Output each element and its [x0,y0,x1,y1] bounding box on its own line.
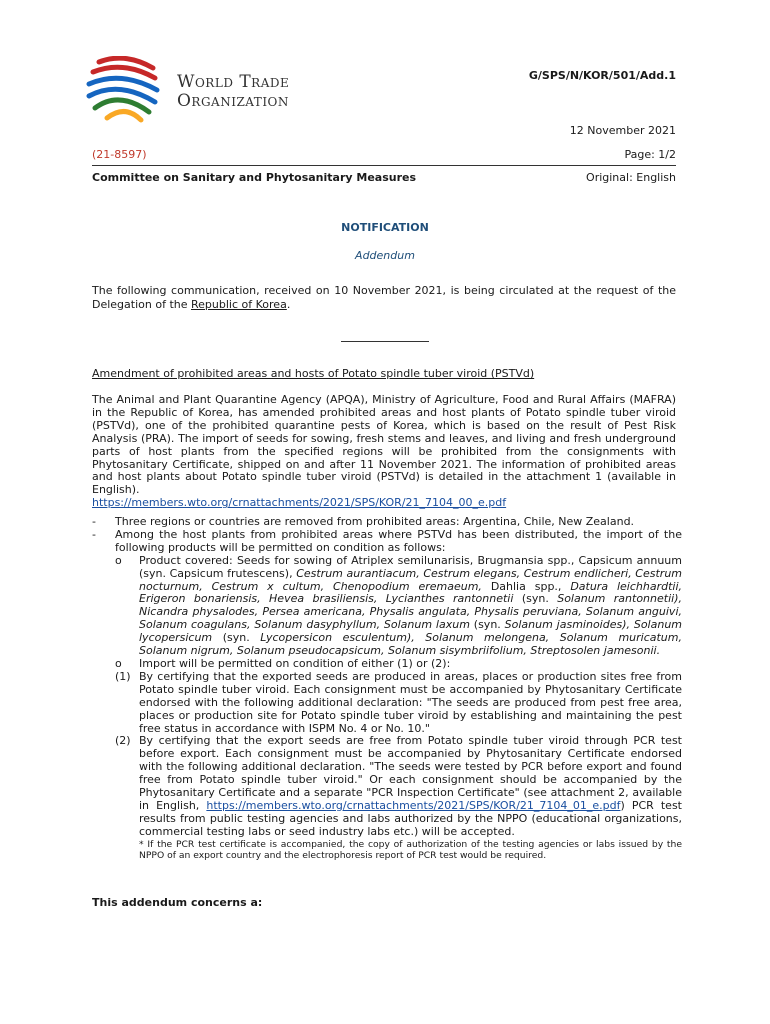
committee-name: Committee on Sanitary and Phytosanitary Measures [92,171,417,184]
list-item [92,555,682,658]
footnote: * If the PCR test certificate is accompanied, the copy of authorization of the testing agencies or labs issued by the NPPO of an export country and the electrophoresis report of PCR test would be required. [139,838,682,862]
body-text: The Animal and Plant Quarantine Agency (APQA), Ministry of Agriculture, Food and Rural Affairs (MAFRA) in the Republic of Korea, has amended prohibited areas and host plants of Potato spindle tuber viroid (PSTVd), one of the prohibited quarantine pests of Korea, which is based on the result of Pest Risk Analysis (PRA). The import of seeds for sowing, fresh stems and leaves, and living and fresh underground parts of host plants from the specified regions will be prohibited from the consignments with Phytosanitary Certificate, shipped on and after 11 November 2021. The information of prohibited areas and host plants about Potato spindle tuber viroid (PSTVd) is detailed in the attachment 1 (available in English). [92,393,676,497]
original-language: Original: English [586,171,676,184]
document-reference: (21-8597) [92,148,147,161]
header-divider [92,165,676,166]
org-line2: Organization [177,91,289,111]
notification-title: NOTIFICATION [341,221,429,234]
condition2-end: ) PCR test results from public testing agencies and labs authorized by the NPPO (educational organizations, commercial testing labs or seed industry labs etc.) will be accepted. [139,798,682,838]
intro-paragraph [92,284,676,311]
species-list-1: Cestrum aurantiacum, Cestrum elegans, Cestrum endlicheri, Cestrum nocturnum, Cestrum x cultum, Chenopodium eremaeum, [139,566,683,593]
page-number: Page: 1/2 [624,148,676,161]
list-item [92,529,682,555]
species-list-2: Datura leichhardtii, Erigeron bonariensis, Hevea brasiliensis, Lycianthes rantonnetii [139,579,682,606]
species-list-5: Lycopersicon esculentum), Solanum melongena, Solanum muricatum, Solanum nigrum, Solanum pseudocapsicum, Solanum sisymbriifolium, Streptosolen jamesonii. [139,631,682,658]
attachment2-link[interactable]: https://members.wto.org/crnattachments/2021/SPS/KOR/21_7104_01_e.pdf [206,798,621,812]
import-condition-text: Import will be permitted on condition of either (1) or (2): [139,656,451,670]
condition1-label: (1) [115,669,131,683]
document-symbol: G/SPS/N/KOR/501/Add.1 [528,69,676,82]
notification-subtitle: Addendum [355,249,415,262]
conditions-list [92,516,682,862]
species-mid: Dahlia spp., [490,579,562,593]
o-marker: o [115,656,122,670]
wto-logo [85,56,340,126]
o-marker: o [115,553,122,567]
list-item [92,735,682,838]
section-heading: Amendment of prohibited areas and hosts of Potato spindle tuber viroid (PSTVd) [92,367,535,380]
list-item [92,671,682,736]
syn-1: (syn. [521,592,549,606]
bullet1-text: Three regions or countries are removed from prohibited areas: Argentina, Chile, New Zealand. [115,515,635,528]
org-line1: World Trade [177,72,290,92]
species-list-3: Solanum rantonnetii), Nicandra physalodes, Persea americana, Physalis angulata, Physalis peruviana, Solanum anguivi, Solanum coagulans, Solanum dasyphyllum, Solanum laxum [139,592,682,632]
intro-text: The following communication, received on 10 November 2021, is being circulated at the request of the Delegation of the [92,284,676,311]
bullet2-text: Among the host plants from prohibited areas where PSTVd has been distributed, the import of the following products will be permitted on condition as follows: [115,527,682,554]
attachment1-link[interactable]: https://members.wto.org/crnattachments/2021/SPS/KOR/21_7104_00_e.pdf [92,496,507,510]
condition2-label: (2) [115,734,131,748]
product-covered-prefix: Product covered: Seeds for sowing of Atriplex semilunarisis, Brugmansia spp., Capsicum annuum (syn. Capsicum frutescens), [139,553,682,580]
dash-marker: - [92,515,96,528]
dash-marker: - [92,527,96,541]
document-date: 12 November 2021 [569,124,676,137]
section-separator [341,341,429,342]
organization-name [177,73,289,111]
intro-end: . [286,297,291,311]
condition1-text: By certifying that the exported seeds are produced in areas, places or production sites free from Potato spindle tuber viroid. Each consignment must be accompanied by Phytosanitary Certificate endorsed with the following additional declaration: "The seeds are produced from pest free area, places or production site for Potato spindle tuber viroid by establishing and maintaining the pest free status in accordance with ISPM No. 4 or No. 10." [139,669,682,735]
body-paragraph [92,394,676,510]
syn-3: (syn. [222,631,250,645]
condition2-text: By certifying that the export seeds are free from Potato spindle tuber viroid through PCR test before export. Each consignment must be accompanied by Phytosanitary Certificate endorsed with the following additional declaration. "The seeds were tested by PCR before export and found free from Potato spindle tuber viroid." Or each consignment should be accompanied by the Phytosanitary Certificate and a separate "PCR Inspection Certificate" (see attachment 2, available in English, [139,734,682,812]
syn-2: (syn. [473,618,501,632]
wto-emblem-icon [85,56,165,126]
species-list-4: Solanum jasminoides), Solanum lycopersicum [139,618,683,645]
addendum-concerns: This addendum concerns a: [92,896,263,909]
intro-country: Republic of Korea [191,297,287,311]
